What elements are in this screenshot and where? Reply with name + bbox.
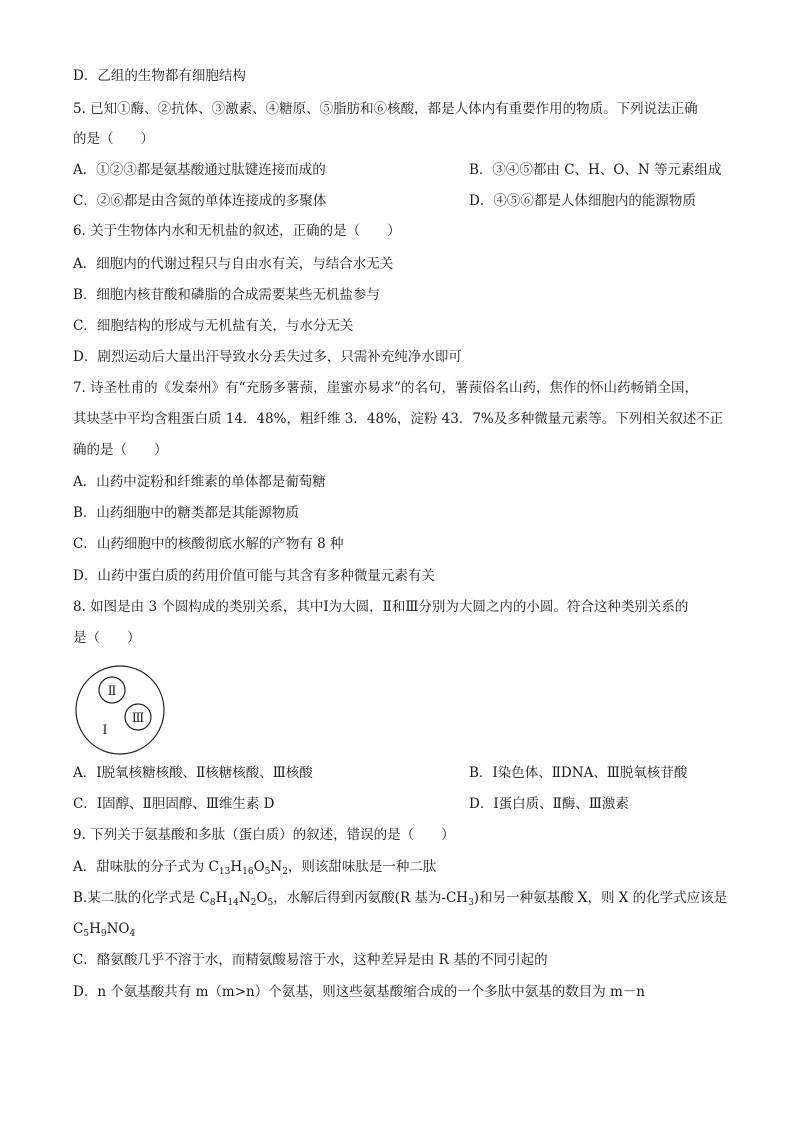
q9-a-text: N [270,859,283,875]
q9-b-text: H [215,890,228,906]
q9-b-sub: 5 [267,898,274,908]
q5-option-c: C．②⑥都是由含氮的单体连接成的多聚体 [73,193,327,209]
q6-option-d: D．剧烈运动后大量出汗导致水分丢失过多，只需补充纯净水即可 [73,349,462,365]
q5-option-d: D．④⑤⑥都是人体细胞内的能源物质 [469,193,696,209]
q9-a-text: ，则该甜味肽是一种二肽 [287,859,437,875]
q8-options-cd [73,794,733,814]
q9-b-text: B.某二肽的化学式是 C [73,890,210,906]
q7-stem-cont2: 确的是（ ） [73,442,168,458]
q5-option-a: A．①②③都是氨基酸通过肽键连接而成的 [73,162,326,178]
q6-stem: 6. 关于生物体内水和无机盐的叙述，正确的是（ ） [73,223,401,239]
q5-option-b: B．③④⑤都由 C、H、O、N 等元素组成 [469,162,722,178]
q9-b-text: N [238,890,251,906]
q8-stem: 8. 如图是由 3 个圆构成的类别关系，其中Ⅰ为大圆，Ⅱ和Ⅲ分别为大圆之内的小圆。符合这种类别关系的 [73,599,689,615]
q5-options-ab [73,160,733,180]
q9-b-sub: 3 [468,898,474,908]
q9-option-a [73,857,733,882]
q9-option-c: C．酪氨酸几乎不溶于水，而精氨酸易溶于水，这种差异是由 R 基的不同引起的 [73,952,548,968]
label-ii: Ⅱ [107,684,117,699]
q9-b2-sub: 5 [83,929,90,939]
q8-option-d: D．Ⅰ蛋白质、Ⅱ酶、Ⅲ激素 [469,796,629,812]
q9-a-sub: 2 [282,867,288,877]
q9-b2-sub: 4 [129,929,136,939]
q9-a-sub: 5 [264,867,271,877]
q9-a-text: A．甜味肽的分子式为 C [73,859,219,875]
q6-option-a: A．细胞内的代谢过程只与自由水有关，与结合水无关 [73,256,394,272]
q8-option-a: A．Ⅰ脱氧核糖核酸、Ⅱ核糖核酸、Ⅲ核酸 [73,765,313,781]
q8-stem-cont: 是（ ） [73,630,141,646]
q5-stem: 5. 已知①酶、②抗体、③激素、④糖原、⑤脂肪和⑥核酸，都是人体内有重要作用的物质。下列说法正确 [73,101,698,117]
q9-option-b [73,888,733,913]
q8-option-c: C．Ⅰ固醇、Ⅱ胆固醇、Ⅲ维生素 D [73,796,275,812]
q9-a-text: H [230,859,243,875]
category-circles-diagram [74,664,166,756]
q5-stem-cont: 的是（ ） [73,131,154,147]
q8-option-b: B．Ⅰ染色体、ⅡDNA、Ⅲ脱氧核苷酸 [469,765,688,781]
label-i: Ⅰ [102,723,108,738]
q9-b2-sub: 9 [100,929,107,939]
q8-options-ab [73,763,733,783]
q9-b-sub: 2 [250,898,257,908]
q9-a-sub: 13 [218,867,231,877]
q9-a-sub: 16 [242,867,254,877]
q7-option-c: C．山药细胞中的核酸彻底水解的产物有 8 种 [73,536,344,552]
q9-option-d: D．n 个氨基酸共有 m（m>n）个氨基，则这些氨基酸缩合成的一个多肽中氨基的数目为 m－n [73,984,645,1000]
q9-option-b-cont [73,919,733,944]
q7-stem-cont: 其块茎中平均含粗蛋白质 14．48%，粗纤维 3．48%，淀粉 43．7%及多种微量元素等。下列相关叙述不正 [73,411,724,427]
q7-option-d: D．山药中蛋白质的药用价值可能与其含有多种微量元素有关 [73,568,435,584]
q7-option-a: A．山药中淀粉和纤维素的单体都是葡萄糖 [73,474,326,490]
q5-options-cd [73,191,733,211]
q4-option-d: D．乙组的生物都有细胞结构 [73,68,246,84]
q9-b-text: ，水解后得到丙氨酸(R 基为-CH [273,890,469,906]
q9-b2-text: H [89,921,101,937]
q9-b-text: O [256,890,268,906]
q9-stem: 9. 下列关于氨基酸和多肽（蛋白质）的叙述，错误的是（ ） [73,827,455,843]
q6-option-b: B．细胞内核苷酸和磷脂的合成需要某些无机盐参与 [73,287,380,303]
label-iii: Ⅲ [131,711,145,726]
q9-a-text: O [253,859,265,875]
q9-b2-text: C [73,921,84,937]
q7-option-b: B．山药细胞中的糖类都是其能源物质 [73,505,299,521]
q9-b-sub: 8 [209,898,216,908]
q9-b-text: )和另一种氨基酸 X，则 X 的化学式应该是 [473,890,728,906]
q6-option-c: C．细胞结构的形成与无机盐有关，与水分无关 [73,318,354,334]
q7-stem: 7. 诗圣杜甫的《发秦州》有“充肠多薯蓣，崖蜜亦易求”的名句，薯蓣俗名山药，焦作的怀山药畅销全国， [73,380,698,396]
q9-b-sub: 14 [227,898,239,908]
q9-b2-text: NO [106,921,130,937]
